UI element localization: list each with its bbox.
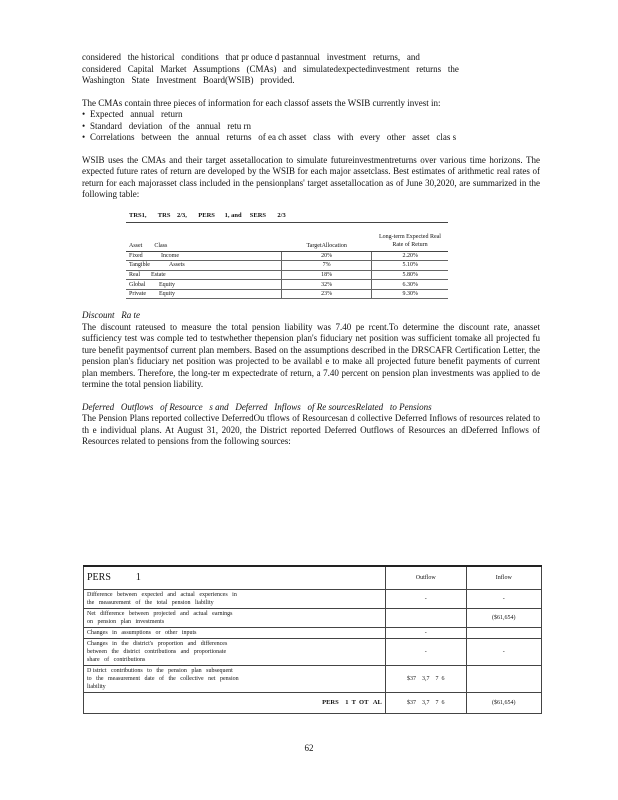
table-row <box>84 639 542 666</box>
plan-label: TRS1, <box>129 212 147 219</box>
plan-label: 2/3 <box>277 212 286 219</box>
asset-name: Real <box>129 271 140 278</box>
plan-label: TRS <box>157 212 171 219</box>
plan-label: 1, and <box>224 212 242 219</box>
asset-name: Tangible <box>129 262 150 269</box>
target-allocation-value: 18% <box>281 270 372 280</box>
row-desc-line: to the measurement date of the collective net pension <box>87 676 239 682</box>
target-allocation-value: 7% <box>281 261 372 271</box>
expected-return-value: 2.20% <box>372 251 448 261</box>
expected-return-value: 6.30% <box>372 280 448 290</box>
discount-rate-paragraph: The discount rateused to measure the total pension liability was 7.40 pe rcent.To determine the discount rate, anasset sufficiency test was comple ted to testwhether thepension plan's fiduciary net position was sufficient tomake all projected fu ture benefit paymentsof current plan members. Based on the assumptions described in the DRSCAFR Certification Letter, the pension plan's fiduciary net position was projected to be availabl e to make all projected future benefit payments of current plan members. Therefore, the long-ter m expectedrate of return, a 7.40 percent on pension plan investments was applied to de termine the total pension liability. <box>82 321 540 390</box>
table-row <box>126 280 448 290</box>
inflow-value: - <box>466 639 541 666</box>
table-row <box>84 590 542 609</box>
wsib-paragraph: WSIB uses the CMAs and their target assetallocation to simulate futureinvestmentreturns over various time horizons. The expected future rates of return are developed by the WSIB for each major assetclass. Best estimates of arithmetic real rates of return for each majorasset class included in the pensionplans' target assetallocation as of June 30,2020, are summarized in the following table: <box>82 154 540 199</box>
col-target-allocation: TargetAllocation <box>281 222 372 251</box>
pers1-deferred-table <box>83 565 542 714</box>
table-header-plans <box>126 210 448 223</box>
outflow-value <box>385 609 466 628</box>
table-total-row <box>84 693 542 714</box>
target-allocation-value: 32% <box>281 280 372 290</box>
table-row <box>126 251 448 261</box>
inflow-value <box>466 666 541 693</box>
table-row <box>126 270 448 280</box>
asset-name: Private <box>129 291 146 298</box>
table-header-columns <box>126 222 448 251</box>
row-desc-line: between the district contributions and proportionate <box>87 649 227 655</box>
deferred-paragraph: The Pension Plans reported collective DeferredOu tflows of Resourcesan d collective Deferred Inflows of resources related to th e individual plans. At August 31, 2020, the District reported Deferred Outflows of Resources an dDeferred Inflows of Resources related to pensions from the following sources: <box>82 413 540 447</box>
asset-name: Global <box>129 281 146 288</box>
intro-line-3: Washington State Investment Board(WSIB) provided. <box>82 75 295 85</box>
row-desc-line: Changes in the district's proportion and differences <box>87 641 228 647</box>
col-outflow: Outflow <box>385 566 466 590</box>
table-row <box>84 666 542 693</box>
expected-return-value: 5.80% <box>372 270 448 280</box>
document-body <box>82 52 540 448</box>
outflow-value: $37 3,7 7 6 <box>385 666 466 693</box>
asset-class: Equity <box>159 291 175 298</box>
col-inflow: Inflow <box>466 566 541 590</box>
asset-class: Estate <box>151 271 166 278</box>
col-asset-label: Asset <box>129 242 143 249</box>
bullet-icon: • <box>82 132 86 142</box>
cma-bullet <box>82 121 540 133</box>
asset-class: Assets <box>169 262 185 269</box>
col-expected-return: Long-term Expected Real Rate of Return <box>372 222 448 251</box>
page-number: 62 <box>304 743 314 753</box>
inflow-value: - <box>466 590 541 609</box>
asset-class: Income <box>161 252 179 259</box>
cma-bullet-text: Standard deviation of the annual retu rn <box>90 120 251 131</box>
bullet-icon: • <box>82 120 86 131</box>
expected-return-value: 9.30% <box>372 289 448 299</box>
col-class-label: Class <box>154 242 168 249</box>
total-outflow: $37 3,7 7 6 <box>385 693 466 714</box>
inflow-value: ($61,654) <box>466 609 541 628</box>
cma-bullet <box>82 132 540 144</box>
cma-bullet-text: Correlations between the annual returns of ea ch asset class with every other asset clas s <box>90 132 457 142</box>
asset-class: Equity <box>159 281 175 288</box>
asset-name: Fixed <box>129 252 143 259</box>
outflow-value: - <box>385 639 466 666</box>
table-row <box>126 289 448 299</box>
table-title-row <box>84 566 542 590</box>
cma-intro: The CMAs contain three pieces of information for each classof assets the WSIB currently invest in: <box>82 97 441 108</box>
bullet-icon: • <box>82 109 86 119</box>
table-title: PERS 1 <box>84 566 386 590</box>
row-desc-line: the measurement of the total pension liability <box>87 600 214 606</box>
cma-bullet-list <box>82 109 540 144</box>
plan-label: PERS <box>198 212 215 219</box>
outflow-value: - <box>385 590 466 609</box>
plan-label: SERS <box>249 212 267 219</box>
row-desc-line: D istrict contributions to the pension plan subsequent <box>87 668 233 674</box>
target-allocation-value: 23% <box>281 289 372 299</box>
cma-bullet <box>82 109 540 121</box>
row-desc-line: share of contributions <box>87 657 146 663</box>
discount-rate-heading: Discount Ra te <box>82 310 140 321</box>
deferred-heading: Deferred Outflows of Resource s and Deferred Inflows of Re sourcesRelated to Pensions <box>82 401 432 412</box>
row-desc-line: Net difference between projected and actual earnings <box>87 611 233 617</box>
table-row <box>84 628 542 639</box>
total-inflow: ($61,654) <box>466 693 541 714</box>
intro-line-1: considered the historical conditions that pr oduce d pastannual investment returns, and <box>82 52 420 62</box>
row-desc-line: Difference between expected and actual experiences in <box>87 592 237 598</box>
intro-line-2: considered Capital Market Assumptions (CMAs) and simulatedexpectedinvestment returns the <box>82 63 459 74</box>
expected-return-value: 5.10% <box>372 261 448 271</box>
table-row <box>84 609 542 628</box>
table-row <box>126 261 448 271</box>
row-desc-line: Changes in assumptions or other inputs <box>87 630 197 636</box>
plan-label: 2/3, <box>176 212 187 219</box>
cma-bullet-text: Expected annual return <box>90 109 183 119</box>
target-allocation-value: 20% <box>281 251 372 261</box>
row-desc-line: on pension plan investments <box>87 619 165 625</box>
inflow-value <box>466 628 541 639</box>
outflow-value: - <box>385 628 466 639</box>
asset-allocation-table <box>126 210 448 300</box>
total-label: PERS 1 T OT AL <box>84 693 386 714</box>
row-desc-line: liability <box>87 684 106 690</box>
